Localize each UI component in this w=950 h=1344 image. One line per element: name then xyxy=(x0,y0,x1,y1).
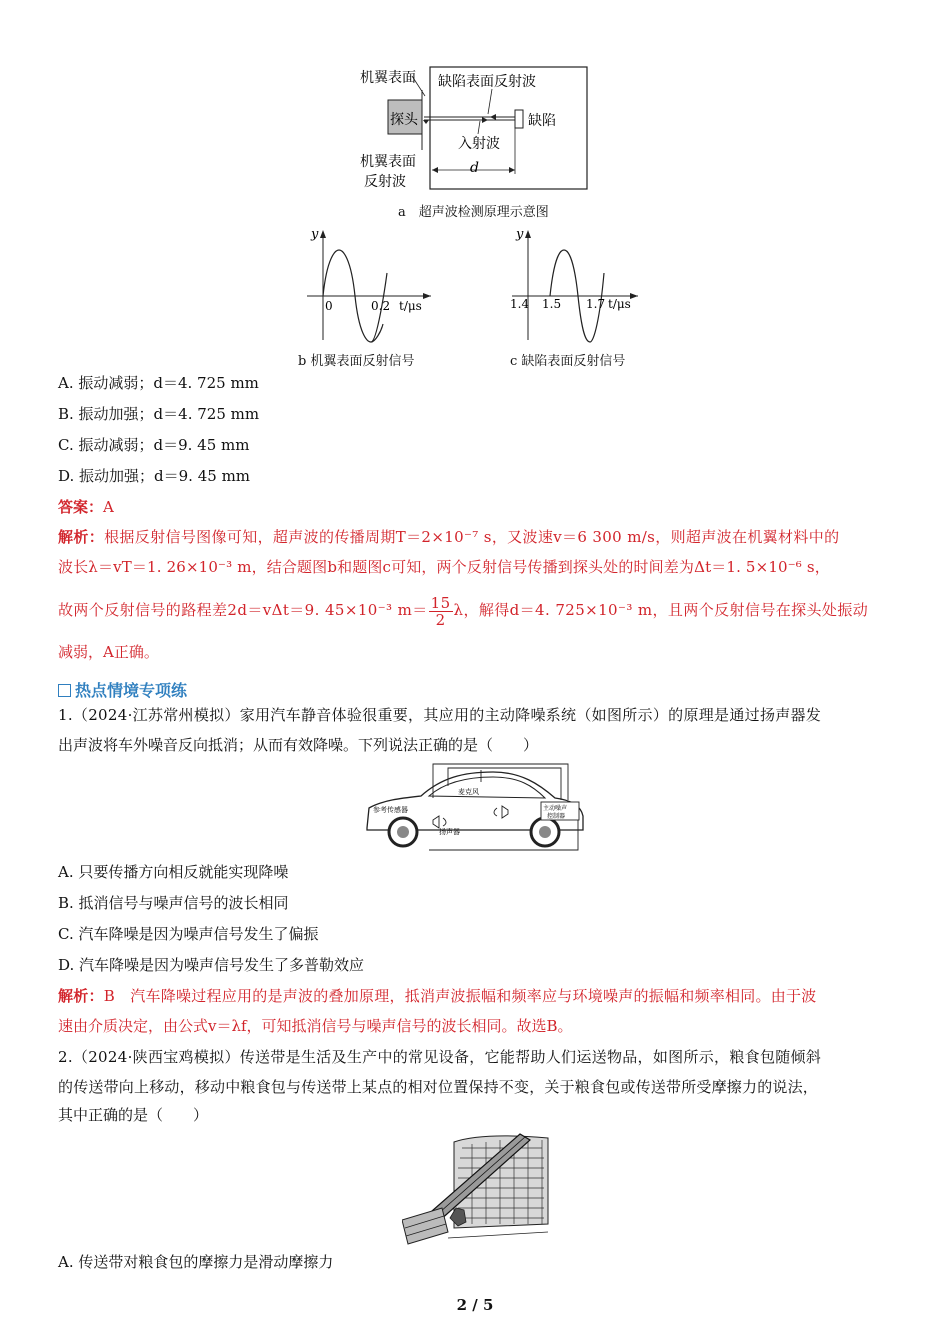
figure-b-plot xyxy=(305,228,435,346)
front-hub xyxy=(397,826,409,838)
label-defect-wave: 缺陷表面反射波 xyxy=(438,74,536,90)
q0-option-a: A. 振动减弱；d＝4. 725 mm xyxy=(58,374,259,392)
q1-option-c: C. 汽车降噪是因为噪声信号发生了偏振 xyxy=(58,925,319,943)
q0-answer xyxy=(58,497,114,517)
section-title-text: 热点情境专项练 xyxy=(75,681,188,700)
label-surface: 机翼表面 xyxy=(360,70,416,86)
c-y-arrow xyxy=(525,230,531,238)
label-probe: 探头 xyxy=(390,112,418,128)
sack-stack xyxy=(402,1208,448,1244)
q1-exp-line2: 速由介质决定，由公式v＝λf，可知抵消信号与噪声信号的波长相同。故选B。 xyxy=(58,1017,573,1035)
incident-arrow xyxy=(482,117,488,123)
figure-c-caption: c 缺陷表面反射信号 xyxy=(510,354,626,369)
car-noise-figure xyxy=(363,758,593,858)
figure-a-schematic xyxy=(350,62,600,194)
fraction-15-2 xyxy=(429,595,453,628)
b-y-arrow xyxy=(320,230,326,238)
d-arrow-right xyxy=(509,167,515,173)
q0-exp-text3a: 故两个反射信号的路程差2d＝vΔt＝9. 45×10⁻³ m＝ xyxy=(58,601,428,619)
q0-exp-line3 xyxy=(58,592,868,628)
q1-option-b: B. 抵消信号与噪声信号的波长相同 xyxy=(58,894,289,912)
fraction-denominator: 2 xyxy=(435,610,446,629)
fraction-numerator: 15 xyxy=(430,593,451,612)
worker xyxy=(450,1208,466,1226)
page-number: 2 / 5 xyxy=(456,1296,494,1314)
section-title xyxy=(58,678,187,701)
q1-option-d: D. 汽车降噪是因为噪声信号发生了多普勒效应 xyxy=(58,956,365,974)
q0-option-c: C. 振动减弱；d＝9. 45 mm xyxy=(58,436,250,454)
car-ref-label: 参考传感器 xyxy=(373,806,408,814)
b-zero-label: 0 xyxy=(325,299,333,313)
figure-b-caption: b 机翼表面反射信号 xyxy=(298,354,415,369)
section-square-icon xyxy=(58,684,71,697)
q1-exp-line1 xyxy=(58,986,817,1006)
c-t-label: t/μs xyxy=(608,297,631,311)
q0-exp-text1: 根据反射信号图像可知，超声波的传播周期T＝2×10⁻⁷ s，又波速v＝6 300 m/s，则超声波在机翼材料中的 xyxy=(104,528,840,546)
car-mic-label: 麦克风 xyxy=(458,788,479,796)
rear-hub xyxy=(539,826,551,838)
speaker-icon-front xyxy=(433,816,446,828)
q2-stem-line1: 2.（2024·陕西宝鸡模拟）传送带是生活及生产中的常见设备，它能帮助人们运送物品，如图所示，粮食包随倾斜 xyxy=(58,1048,822,1066)
q2-stem-line3: 其中正确的是（ ） xyxy=(58,1106,209,1124)
label-reflect-2: 反射波 xyxy=(364,174,406,190)
ground xyxy=(448,1232,548,1238)
defect-block xyxy=(515,110,523,128)
c-tick-17: 1.7 xyxy=(586,297,606,311)
c-tick-14: 1.4 xyxy=(510,297,530,311)
b-t-arrow xyxy=(423,293,431,299)
q0-option-d: D. 振动加强；d＝9. 45 mm xyxy=(58,467,251,485)
figure-c-plot xyxy=(508,228,643,346)
incident-label-leader xyxy=(478,121,480,134)
speaker-icon-rear xyxy=(494,806,508,818)
c-y-label: y xyxy=(516,228,524,242)
c-t-arrow xyxy=(630,293,638,299)
q0-exp-line4: 减弱，A正确。 xyxy=(58,643,159,661)
q0-answer-value: A xyxy=(103,498,114,516)
b-tick-02: 0.2 xyxy=(371,299,391,313)
q0-exp-line1 xyxy=(58,527,839,547)
b-y-label: y xyxy=(311,228,319,242)
q0-answer-label: 答案： xyxy=(58,498,104,516)
reflect-arrow xyxy=(423,120,429,124)
defect-label-leader xyxy=(488,89,492,114)
q2-option-a: A. 传送带对粮食包的摩擦力是滑动摩擦力 xyxy=(58,1253,334,1271)
c-tick-15: 1.5 xyxy=(542,297,562,311)
conveyor-belt-figure xyxy=(402,1128,550,1246)
q0-exp-line2: 波长λ＝vT＝1. 26×10⁻³ m，结合题图b和题图c可知，两个反射信号传播到探头处的时间差为Δt＝1. 5×10⁻⁶ s， xyxy=(58,558,830,576)
q1-stem-line1: 1.（2024·江苏常州模拟）家用汽车静音体验很重要，其应用的主动降噪系统（如图所示）的原理是通过扬声器发 xyxy=(58,706,822,724)
label-defect: 缺陷 xyxy=(528,113,556,129)
car-controller-label-2: 控制器 xyxy=(547,813,566,820)
label-incident: 入射波 xyxy=(458,136,500,152)
car-controller-label-1: 主动噪声 xyxy=(543,805,568,812)
label-d: d xyxy=(470,160,479,176)
q1-exp-text1: B 汽车降噪过程应用的是声波的叠加原理，抵消声波振幅和频率应与环境噪声的振幅和频率相同。由于波 xyxy=(103,987,817,1005)
q0-exp-text3b: λ，解得d＝4. 725×10⁻³ m，且两个反射信号在探头处振动 xyxy=(453,601,869,619)
car-speaker-label: 扬声器 xyxy=(439,828,460,836)
q0-option-b: B. 振动加强；d＝4. 725 mm xyxy=(58,405,260,423)
q2-stem-line2: 的传送带向上移动，移动中粮食包与传送带上某点的相对位置保持不变，关于粮食包或传送带所受摩擦力的说法， xyxy=(58,1078,819,1096)
figure-a-caption: a 超声波检测原理示意图 xyxy=(398,205,549,220)
d-arrow-left xyxy=(432,167,438,173)
q1-option-a: A. 只要传播方向相反就能实现降噪 xyxy=(58,863,289,881)
label-reflect-1: 机翼表面 xyxy=(360,154,416,170)
q1-stem-line2: 出声波将车外噪音反向抵消；从而有效降噪。下列说法正确的是（ ） xyxy=(58,736,539,754)
q0-exp-label: 解析： xyxy=(58,528,105,546)
defect-wave-arrow xyxy=(490,114,496,120)
q1-exp-label: 解析： xyxy=(58,987,104,1005)
b-t-label: t/μs xyxy=(399,299,422,313)
